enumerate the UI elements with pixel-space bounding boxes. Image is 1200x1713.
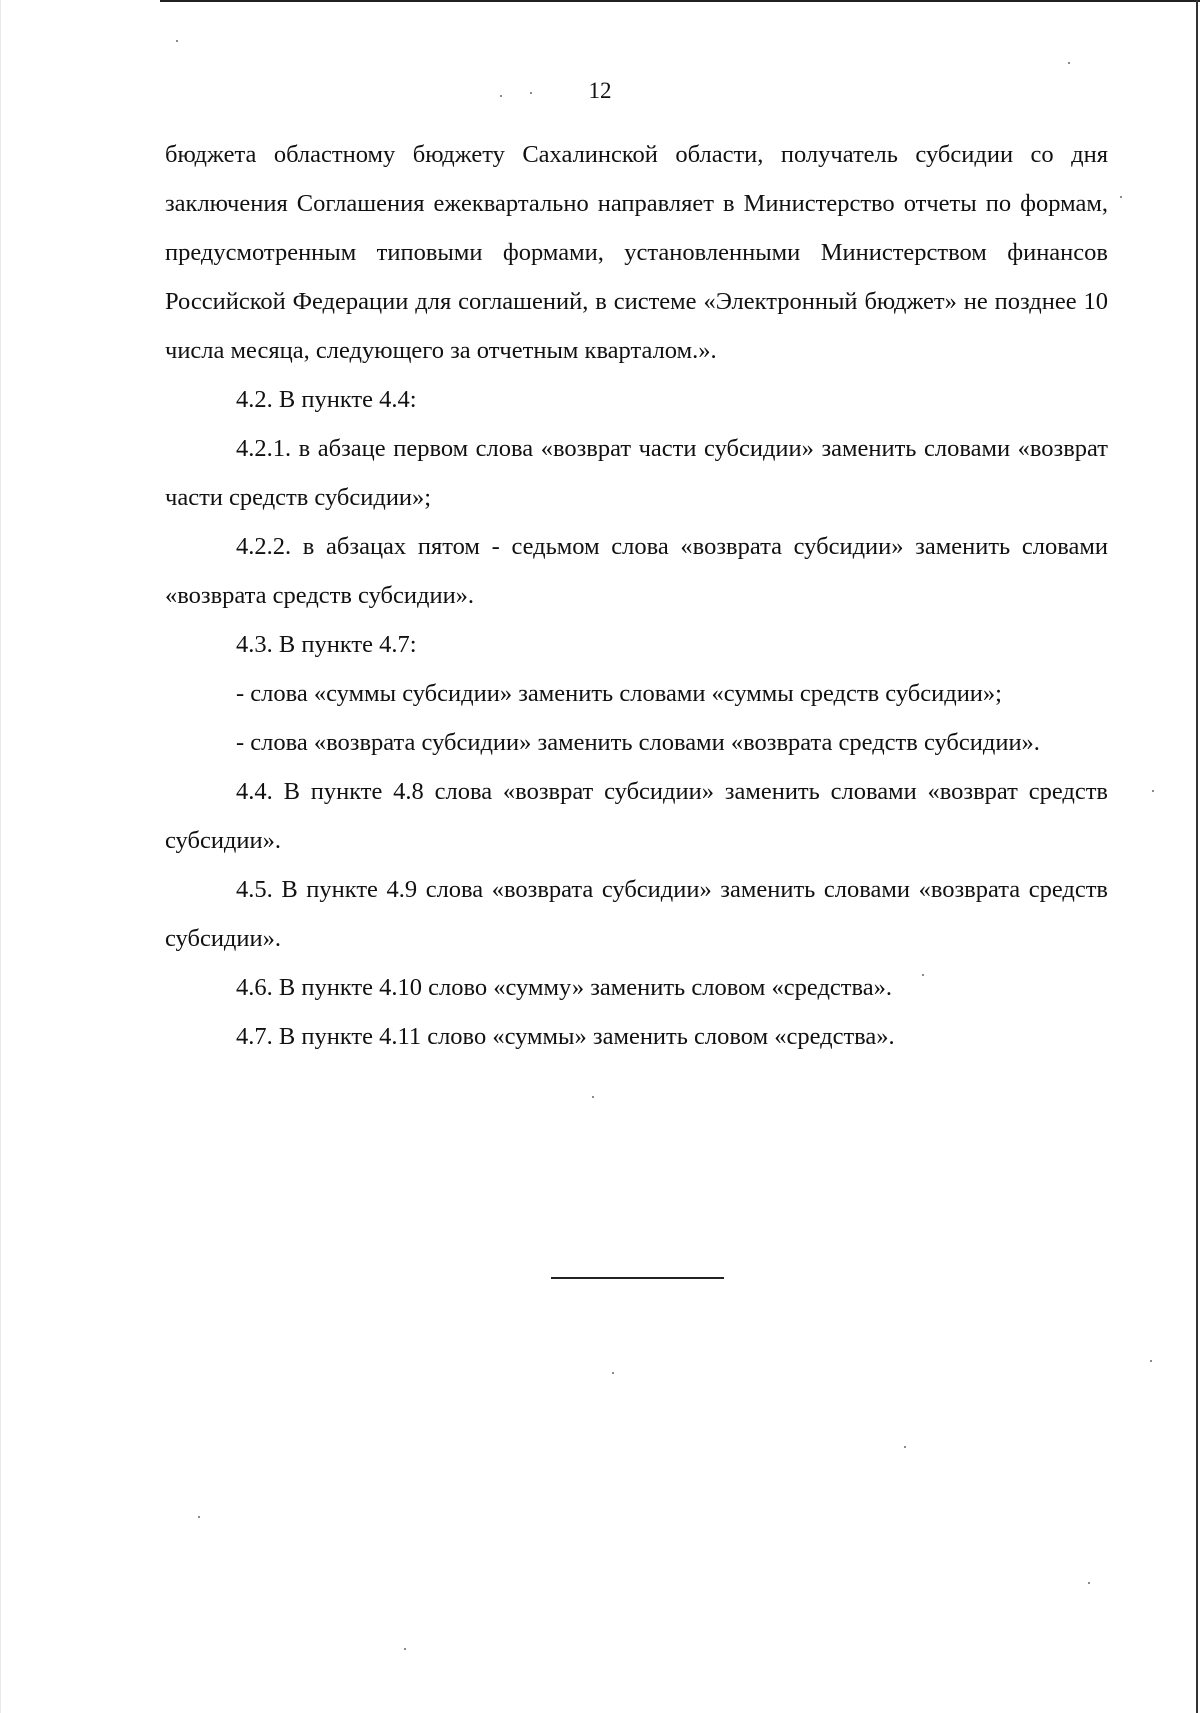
paragraph-continuation: бюджета областному бюджету Сахалинской области, получатель субсидии со дня заключения Соглашения ежеквартально направляет в Министерство отчеты по формам, предусмотренным типовыми формами, установленными Министерством финансов Российской Федерации для соглашений, в системе «Электронный бюджет» не позднее 10 числа месяца, следующего за отчетным кварталом.». [165, 141, 1108, 364]
paragraph-4-3: 4.3. В пункте 4.7: [236, 631, 417, 658]
scan-speck [1120, 196, 1122, 198]
paragraph-4-4: 4.4. В пункте 4.8 слова «возврат субсидии» заменить словами «возврат средств субсидии». [165, 778, 1108, 854]
end-of-text-rule [551, 1277, 724, 1279]
scan-edge-top [160, 0, 1200, 2]
scan-speck [904, 1446, 906, 1448]
paragraph-4-2-2: 4.2.2. в абзацах пятом - седьмом слова «возврата субсидии» заменить словами «возврата средств субсидии». [165, 533, 1108, 609]
scan-speck [612, 1372, 614, 1374]
scan-speck [1150, 1360, 1152, 1362]
paragraph-4-2: 4.2. В пункте 4.4: [236, 386, 417, 413]
paragraph-4-6: 4.6. В пункте 4.10 слово «сумму» заменить словом «средства». [236, 974, 892, 1001]
scan-speck [404, 1648, 406, 1650]
scan-speck [1088, 1582, 1090, 1584]
scan-edge-left [0, 0, 1, 1713]
scan-speck [198, 1516, 200, 1518]
document-body [165, 130, 1108, 1061]
scan-speck [592, 1096, 594, 1098]
paragraph-4-7: 4.7. В пункте 4.11 слово «суммы» заменить словом «средства». [236, 1023, 895, 1050]
paragraph-4-3-item-1: - слова «суммы субсидии» заменить словами «суммы средств субсидии»; [236, 680, 1002, 707]
scan-speck [922, 974, 924, 976]
scan-speck [1068, 62, 1070, 64]
scan-edge-right [1196, 0, 1198, 1713]
paragraph-4-3-item-2: - слова «возврата субсидии» заменить словами «возврата средств субсидии». [236, 729, 1040, 756]
scan-speck [500, 95, 502, 97]
scan-speck [530, 92, 532, 94]
scan-speck [176, 40, 178, 42]
scan-speck [1152, 790, 1154, 792]
paragraph-4-2-1: 4.2.1. в абзаце первом слова «возврат части субсидии» заменить словами «возврат части средств субсидии»; [165, 435, 1108, 511]
paragraph-4-5: 4.5. В пункте 4.9 слова «возврата субсидии» заменить словами «возврата средств субсидии». [165, 876, 1108, 952]
page-number: 12 [588, 78, 612, 103]
